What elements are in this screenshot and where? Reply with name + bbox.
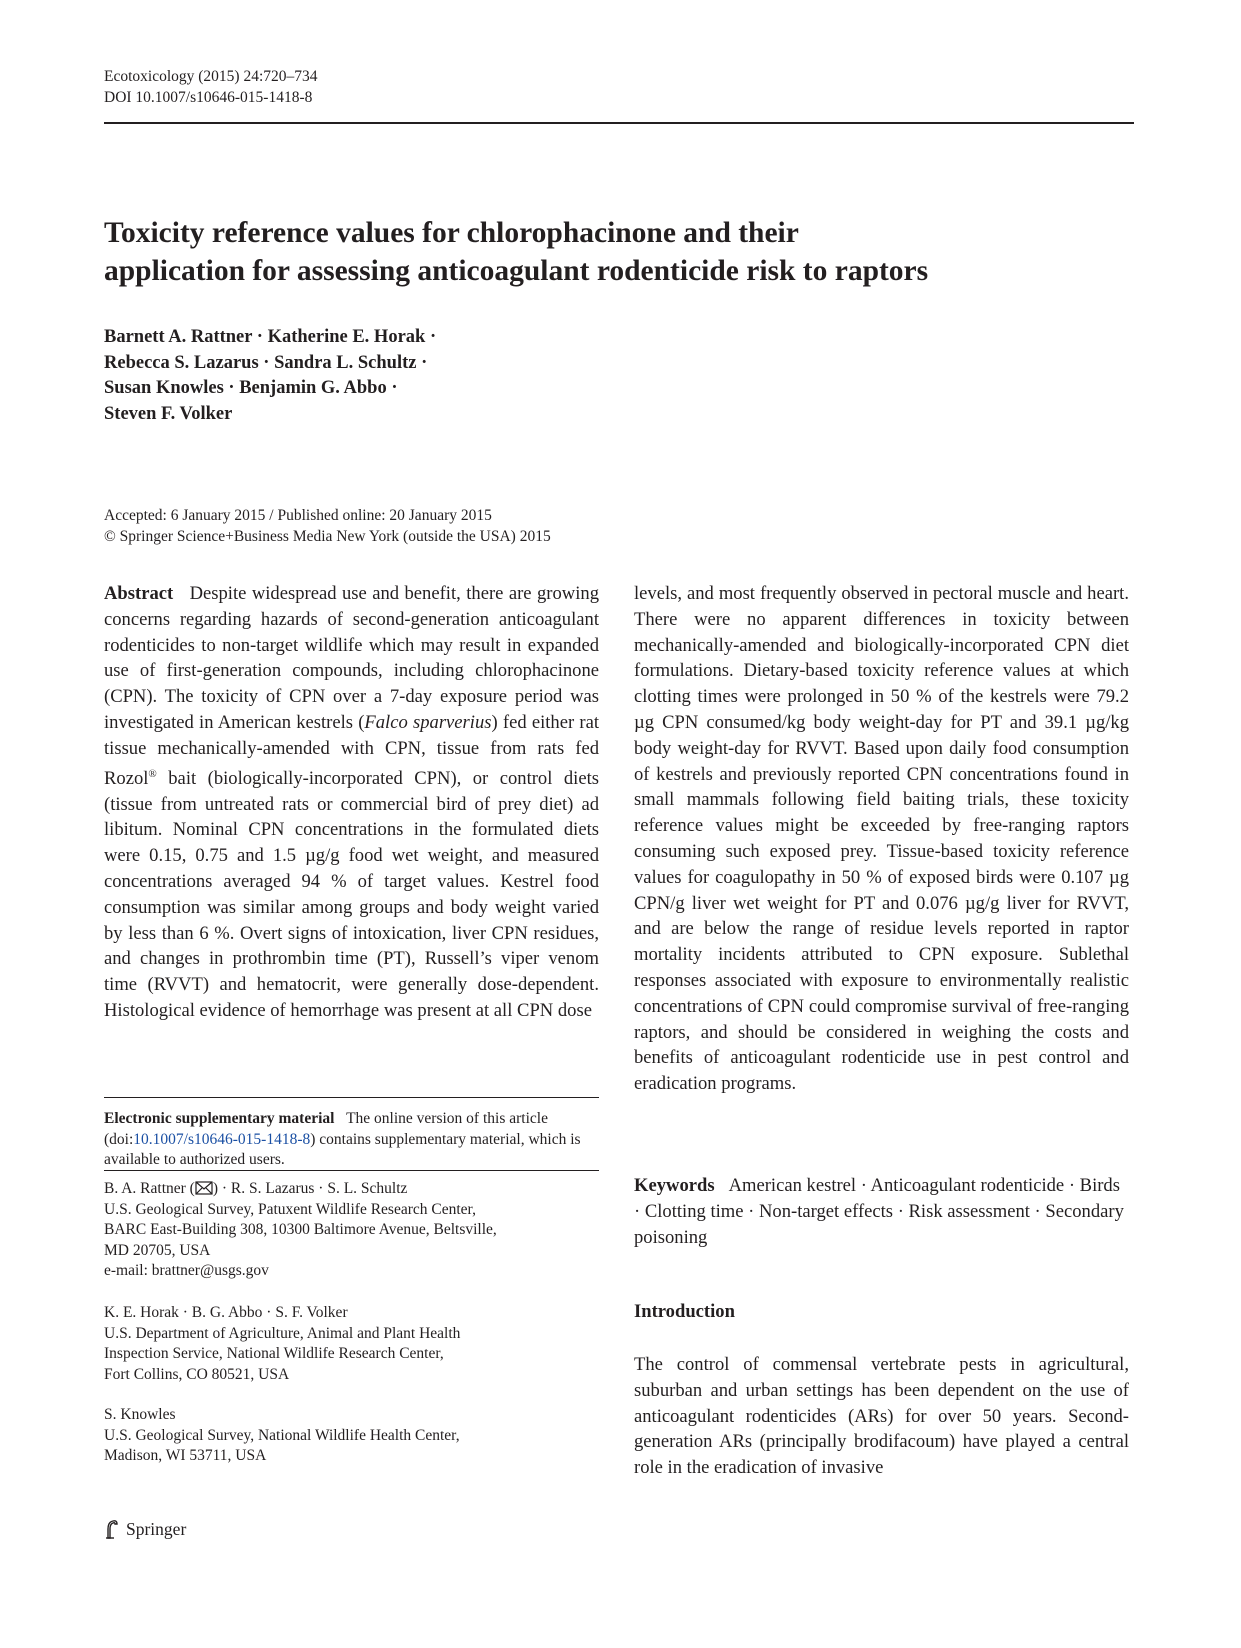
affiliation-1-line: MD 20705, USA [104,1241,211,1259]
esm-doi-link[interactable]: 10.1007/s10646-015-1418-8 [133,1130,311,1148]
keywords [634,1173,1129,1250]
publication-dates [104,505,551,547]
authors-line-1: Barnett A. Rattner · Katherine E. Horak · [104,327,437,347]
esm-rule [104,1097,599,1098]
abstract-species: Falco sparverius [364,711,492,733]
introduction-heading: Introduction [634,1301,735,1322]
header-rule [104,122,1134,124]
springer-horse-icon [104,1518,120,1540]
registered-mark: ® [148,767,157,780]
affiliation-1-names [104,1179,599,1200]
affiliation-3-line: Madison, WI 53711, USA [104,1447,267,1464]
authors-line-2: Rebecca S. Lazarus · Sandra L. Schultz · [104,352,428,373]
affiliation-rule [104,1170,599,1171]
affiliation-2 [104,1303,599,1385]
abstract-label: Abstract [104,583,174,604]
authors-line-4: Steven F. Volker [104,403,233,424]
esm-text-2: ) contains supplementary material, which is available to authorized users. [104,1130,581,1168]
author-list [104,325,436,427]
affiliation-1 [104,1179,599,1282]
authors-line-3: Susan Knowles · Benjamin G. Abbo · [104,378,398,398]
copyright: © Springer Science+Business Media New York (outside the USA) 2015 [104,528,551,545]
keywords-label: Keywords [634,1175,715,1196]
affiliation-1-names-start: B. A. Rattner ( [104,1180,195,1197]
affiliation-1-line: BARC East-Building 308, 10300 Baltimore Avenue, Beltsville, [104,1221,497,1238]
abstract-right-column [634,581,1129,1097]
affiliation-3-names: S. Knowles [104,1406,176,1423]
affiliation-2-names: K. E. Horak · B. G. Abbo · S. F. Volker [104,1304,348,1321]
envelope-icon[interactable] [195,1181,213,1195]
paper-title [104,214,1134,290]
abstract-text-part3: bait (biologically-incorporated CPN), or control diets (tissue from untreated rats or commercial bird of prey diet) ad libitum. Nominal CPN concentrations in the formulated diets were 0.15, 0.75 and 1.5 µg/g food wet weight, and measured concentrations averaged 94 % of target values. Kestrel food consumption was similar among groups and body weight varied by less than 6 %. Overt signs of intoxication, liver CPN residues, and changes in prothrombin time (PT), Russell’s viper venom time (RVVT) and hematocrit, were generally dose-dependent. Histological evidence of hemorrhage was present at all CPN dose [104,767,599,1021]
title-line-1: Toxicity reference values for chlorophacinone and their [104,217,799,249]
esm-note [104,1109,599,1171]
affiliation-3 [104,1405,599,1467]
affiliation-1-line: U.S. Geological Survey, Patuxent Wildlife Research Center, [104,1200,476,1218]
affiliation-3-line: U.S. Geological Survey, National Wildlife Health Center, [104,1426,460,1444]
abstract-paragraph [104,581,599,1024]
publisher-name: Springer [126,1518,187,1539]
publisher-footer [104,1518,186,1540]
abstract-text-part2: ) fed either rat tissue mechanically-amended with CPN, tissue from rats fed Rozol [104,711,599,789]
affiliation-1-names-end: ) · R. S. Lazarus · S. L. Schultz [212,1180,408,1197]
keywords-text: American kestrel · Anticoagulant rodenticide · Birds · Clotting time · Non-target effects · Risk assessment · Secondary poisoning [634,1175,1124,1248]
journal-header [104,66,318,108]
introduction-body [634,1352,1129,1481]
abstract-left-column [104,581,599,1024]
affiliation-2-line: U.S. Department of Agriculture, Animal and Plant Health [104,1324,461,1342]
esm-label: Electronic supplementary material [104,1110,335,1127]
abstract-continued: levels, and most frequently observed in pectoral muscle and heart. There were no apparent differences in toxicity between mechanically-amended and biologically-incorporated CPN diet formulations. Dietary-based toxicity reference values at which clotting times were prolonged in 50 % of the kestrels were 79.2 µg CPN consumed/kg body weight-day for PT and 39.1 µg/kg body weight-day for RVVT. Based upon daily food consumption of kestrels and previously reported CPN concentrations found in small mammals following field baiting trials, these toxicity reference values might be exceeded by free-ranging raptors consuming such exposed prey. Tissue-based toxicity reference values for coagulopathy in 50 % of exposed birds were 0.107 µg CPN/g liver wet weight for PT and 0.076 µg/g liver for RVVT, and are below the range of residue levels reported in raptor mortality incidents attributed to CPN exposure. Sublethal responses associated with exposure to environmentally realistic concentrations of CPN could compromise survival of free-ranging raptors, and should be considered in weighing the costs and benefits of anticoagulant rodenticide use in pest control and eradication programs. [634,583,1129,1095]
journal-citation: Ecotoxicology (2015) 24:720–734 [104,68,318,85]
affiliation-2-line: Inspection Service, National Wildlife Research Center, [104,1345,444,1362]
affiliation-1-email[interactable]: e-mail: brattner@usgs.gov [104,1262,269,1279]
affiliation-2-line: Fort Collins, CO 80521, USA [104,1365,290,1383]
doi: DOI 10.1007/s10646-015-1418-8 [104,89,313,106]
esm-text-1: The online version of this article (doi: [104,1110,548,1148]
introduction-paragraph: The control of commensal vertebrate pests in agricultural, suburban and urban settings has been dependent on the use of anticoagulant rodenticides (ARs) for over 50 years. Second-generation ARs (principally brodifacoum) have played a central role in the eradication of invasive [634,1354,1129,1479]
title-line-2: application for assessing anticoagulant rodenticide risk to raptors [104,255,929,287]
abstract-text-part1: Despite widespread use and benefit, there are growing concerns regarding hazards of second-generation anticoagulant rodenticides to non-target wildlife which may result in expanded use of first-generation compounds, including chlorophacinone (CPN). The toxicity of CPN over a 7-day exposure period was investigated in American kestrels ( [104,583,599,733]
accepted-published: Accepted: 6 January 2015 / Published online: 20 January 2015 [104,507,492,524]
